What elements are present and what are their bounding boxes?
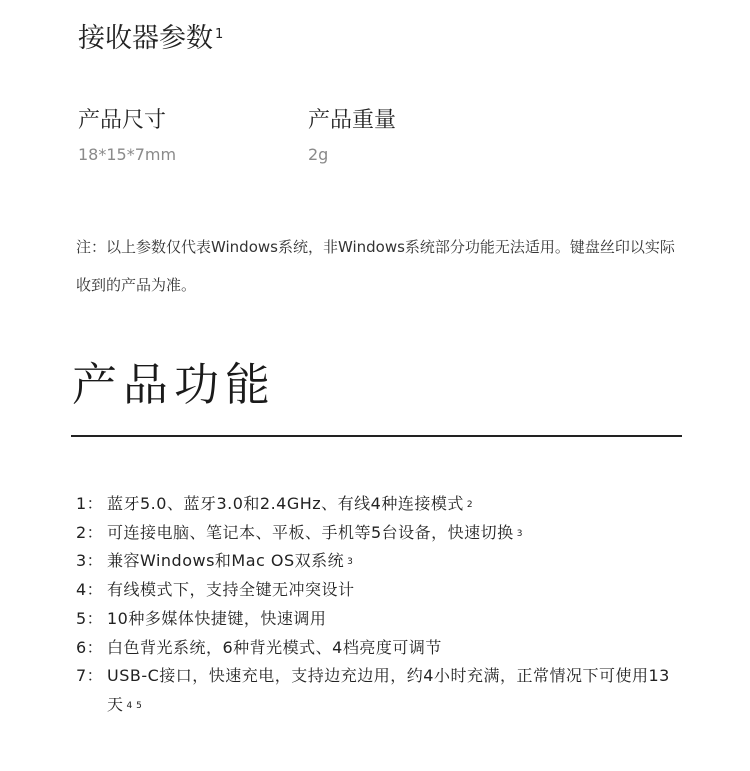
- param-size: [78, 106, 278, 166]
- disclaimer-note: 注：以上参数仅代表Windows系统，非Windows系统部分功能无法适用。键盘丝印以实际收到的产品为准。: [76, 238, 675, 294]
- section-divider: [71, 435, 682, 437]
- feature-text-wrap: [107, 519, 686, 548]
- footnote-marker: 3: [347, 557, 354, 568]
- feature-item: [76, 634, 686, 663]
- feature-text-wrap: [107, 576, 686, 605]
- param-size-label: 产品尺寸: [78, 108, 167, 133]
- feature-text: USB-C接口，快速充电，支持边充边用，约4小时充满，正常情况下可使用13天: [107, 666, 670, 714]
- feature-text: 可连接电脑、笔记本、平板、手机等5台设备，快速切换: [107, 522, 514, 542]
- feature-item: [76, 519, 686, 548]
- feature-item: [76, 490, 686, 519]
- feature-number: 6：: [76, 637, 104, 657]
- feature-number: 7：: [76, 666, 104, 686]
- feature-number: 1：: [76, 494, 104, 513]
- footnote-marker: 3: [516, 528, 523, 539]
- features-list: [76, 490, 686, 720]
- receiver-params-title-text: 接收器参数: [78, 23, 213, 54]
- features-title: 产品功能: [72, 358, 277, 411]
- feature-text-wrap: [107, 662, 686, 719]
- footnote-marker: 2: [466, 500, 474, 510]
- footnote-marker: 1: [215, 27, 224, 42]
- param-size-value: 18*15*7mm: [78, 145, 177, 164]
- feature-text: 有线模式下，支持全键无冲突设计: [107, 580, 355, 600]
- feature-item: [76, 547, 686, 576]
- feature-item: [76, 576, 686, 605]
- feature-item: [76, 662, 686, 719]
- feature-text: 10种多媒体快捷键，快速调用: [107, 608, 327, 628]
- feature-text: 蓝牙5.0、蓝牙3.0和2.4GHz、有线4种连接模式: [107, 494, 464, 513]
- param-weight: [308, 106, 508, 166]
- param-weight-value: 2g: [308, 145, 329, 164]
- receiver-params-title: [78, 21, 223, 57]
- feature-item: [76, 605, 686, 634]
- feature-text-wrap: [107, 547, 686, 576]
- feature-text: 兼容Windows和Mac OS双系统: [107, 551, 345, 571]
- footnote-marker: 4 5: [126, 700, 143, 711]
- feature-text-wrap: [107, 634, 686, 663]
- feature-text-wrap: [107, 490, 686, 519]
- feature-text-wrap: [107, 605, 686, 634]
- feature-text: 白色背光系统，6种背光模式、4档亮度可调节: [107, 637, 442, 657]
- param-weight-label: 产品重量: [308, 108, 397, 133]
- feature-number: 5：: [76, 608, 104, 628]
- feature-number: 2：: [76, 522, 104, 542]
- feature-number: 4：: [76, 580, 104, 600]
- feature-number: 3：: [76, 551, 104, 571]
